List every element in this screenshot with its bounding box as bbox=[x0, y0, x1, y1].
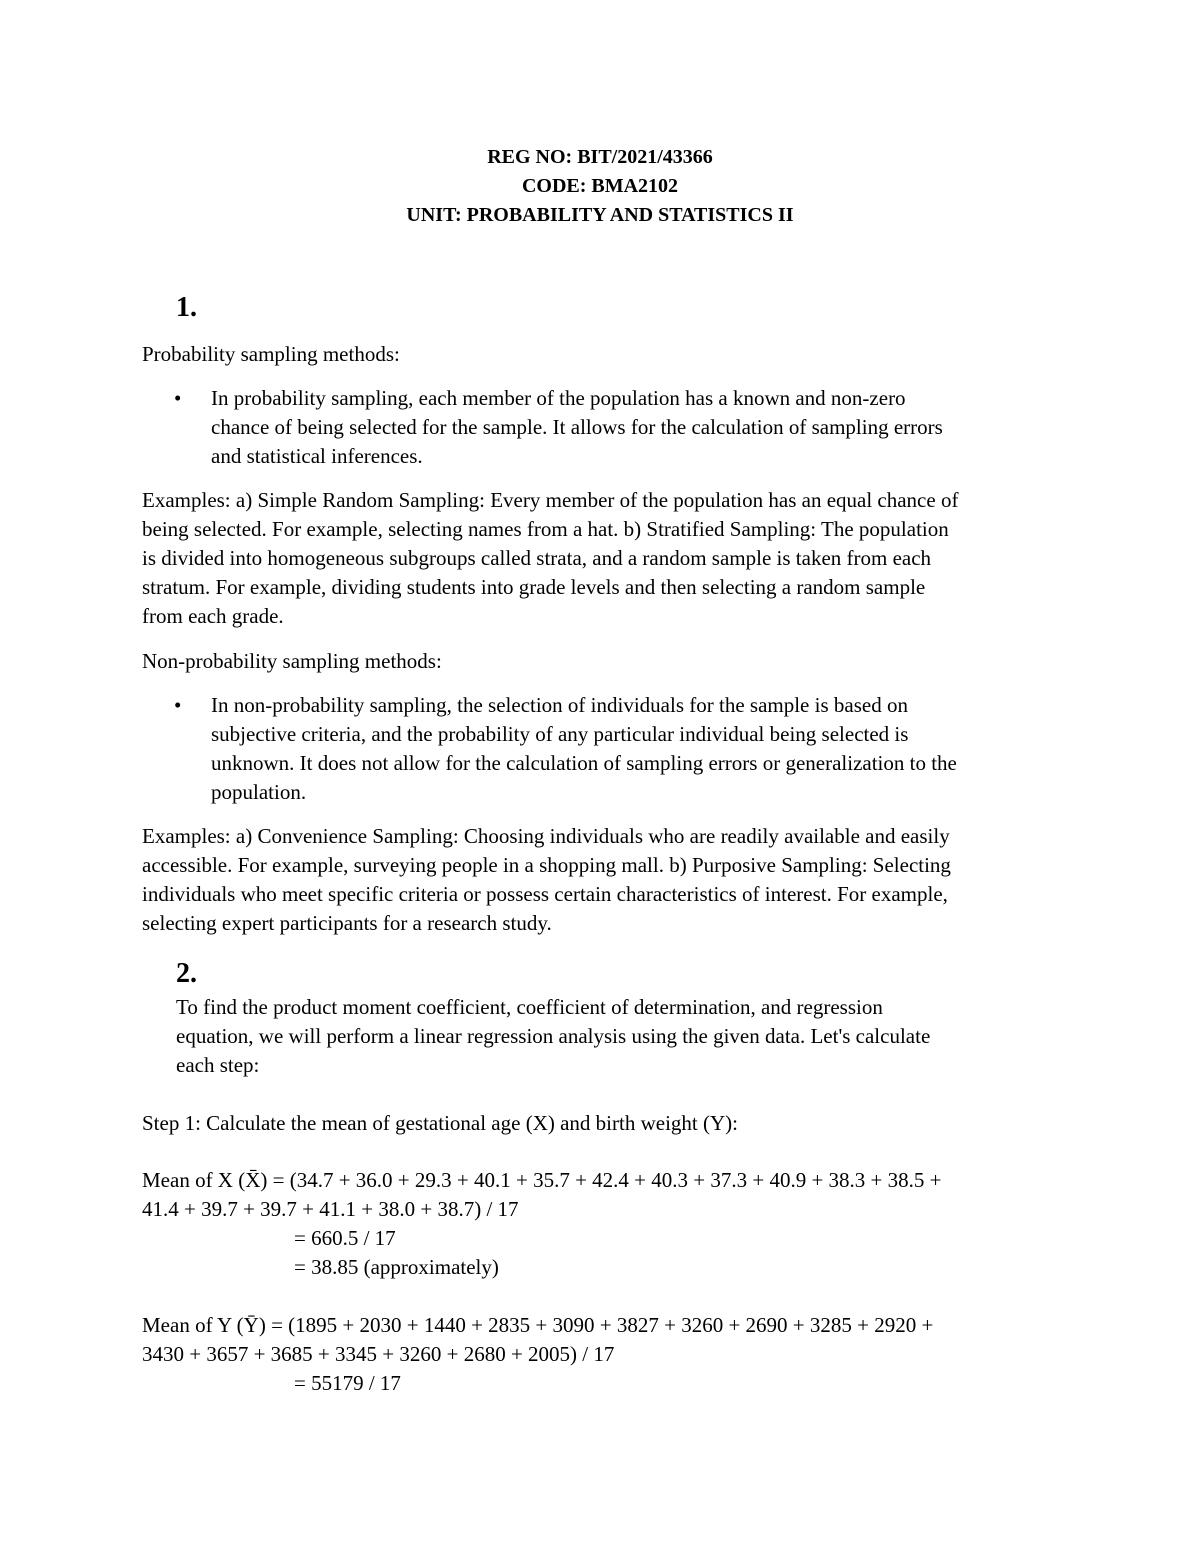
nonprob-bullet-line: In non-probability sampling, the selection of individuals for the sample is based on bbox=[211, 693, 908, 717]
nonprob-examples-line: selecting expert participants for a research study. bbox=[142, 911, 552, 935]
nonprob-bullet-line: subjective criteria, and the probability of any particular individual being selected is bbox=[211, 722, 909, 746]
prob-examples-line: from each grade. bbox=[142, 604, 284, 628]
bullet-icon: • bbox=[174, 693, 182, 717]
question-number-1: 1. bbox=[176, 292, 197, 323]
course-code: CODE: BMA2102 bbox=[521, 175, 679, 197]
mean-y-line: Mean of Y (Ȳ) = (1895 + 2030 + 1440 + 2835 + 3090 + 3827 + 3260 + 2690 + 3285 + 2920 + bbox=[142, 1313, 934, 1337]
prob-examples-line: stratum. For example, dividing students into grade levels and then selecting a random sample bbox=[142, 575, 926, 599]
prob-bullet-line: and statistical inferences. bbox=[211, 444, 423, 468]
nonprob-examples-line: accessible. For example, surveying people in a shopping mall. b) Purposive Sampling: Selecting bbox=[142, 853, 951, 877]
intro-line: each step: bbox=[176, 1053, 260, 1077]
nonprob-bullet-line: unknown. It does not allow for the calculation of sampling errors or generalization to the bbox=[211, 751, 957, 775]
prob-examples-line: being selected. For example, selecting names from a hat. b) Stratified Sampling: The population bbox=[142, 517, 949, 541]
mean-y-line: 3430 + 3657 + 3685 + 3345 + 3260 + 2680 + 2005) / 17 bbox=[142, 1342, 615, 1366]
mean-x-line: Mean of X (X̄) = (34.7 + 36.0 + 29.3 + 40.1 + 35.7 + 42.4 + 40.3 + 37.3 + 40.9 + 38.3 + 38.5 + bbox=[142, 1168, 942, 1192]
prob-examples-line: is divided into homogeneous subgroups called strata, and a random sample is taken from each bbox=[142, 546, 932, 570]
mean-y-result: = 55179 / 17 bbox=[294, 1371, 401, 1395]
reg-no: REG NO: BIT/2021/43366 bbox=[487, 146, 713, 168]
intro-line: To find the product moment coefficient, coefficient of determination, and regression bbox=[176, 995, 883, 1019]
question-number-2: 2. bbox=[176, 958, 197, 989]
prob-bullet-line: In probability sampling, each member of the population has a known and non-zero bbox=[211, 386, 906, 410]
nonprobability-heading: Non-probability sampling methods: bbox=[142, 649, 442, 673]
bullet-icon: • bbox=[174, 386, 182, 410]
nonprob-bullet-line: population. bbox=[211, 780, 307, 804]
unit-title: UNIT: PROBABILITY AND STATISTICS II bbox=[406, 204, 794, 226]
mean-x-result: = 38.85 (approximately) bbox=[294, 1255, 499, 1279]
mean-x-line: 41.4 + 39.7 + 39.7 + 41.1 + 38.0 + 38.7) / 17 bbox=[142, 1197, 519, 1221]
intro-line: equation, we will perform a linear regression analysis using the given data. Let's calculate bbox=[176, 1024, 931, 1048]
probability-heading: Probability sampling methods: bbox=[142, 342, 400, 366]
step1-text: Step 1: Calculate the mean of gestational age (X) and birth weight (Y): bbox=[142, 1111, 738, 1135]
nonprob-examples-line: individuals who meet specific criteria or possess certain characteristics of interest. For example, bbox=[142, 882, 948, 906]
nonprob-examples-line: Examples: a) Convenience Sampling: Choosing individuals who are readily available and easily bbox=[142, 824, 950, 848]
mean-x-result: = 660.5 / 17 bbox=[294, 1226, 396, 1250]
prob-examples-line: Examples: a) Simple Random Sampling: Every member of the population has an equal chance of bbox=[142, 488, 959, 512]
prob-bullet-line: chance of being selected for the sample. It allows for the calculation of sampling errors bbox=[211, 415, 943, 439]
